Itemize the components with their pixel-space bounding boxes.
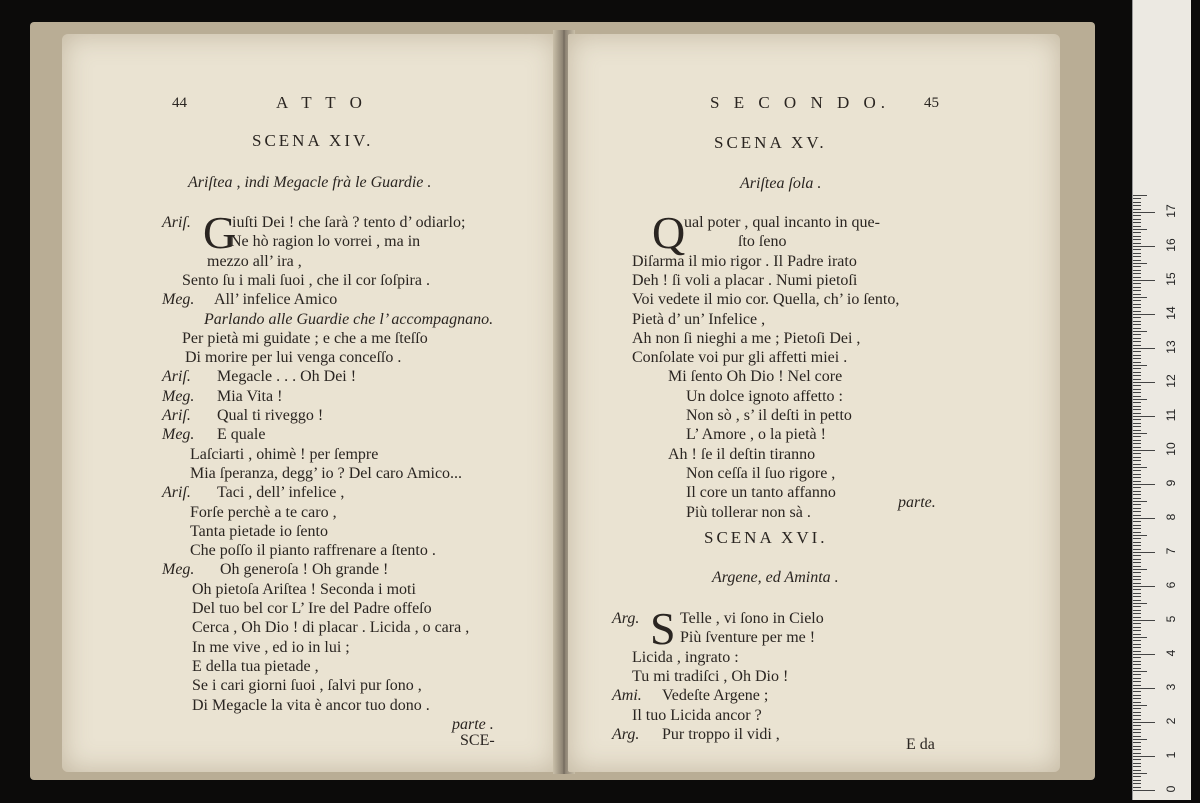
ruler-tick [1133,249,1141,250]
ruler-tick [1133,549,1141,550]
ruler-tick [1133,722,1155,723]
ruler-tick [1133,525,1141,526]
ruler-tick [1133,501,1147,502]
verse-line: mezzo all’ ira , [207,252,302,270]
verse-line: Non ceſſa il ſuo rigore , [686,464,836,482]
ruler-number: 12 [1164,374,1178,388]
ruler-number: 17 [1164,204,1178,218]
ruler-tick [1133,610,1141,611]
ruler-tick [1133,392,1141,393]
verse-line: Licida , ingrato : [632,648,739,666]
verse-line: Conſolate voi pur gli affetti miei . [632,349,848,367]
verse-line: Tu mi tradiſci , Oh Dio ! [632,667,789,685]
ruler-tick [1133,630,1141,631]
ruler-tick [1133,409,1141,410]
verse-line: Qual ti riveggo ! [217,407,324,424]
verse-line: Laſciarti , ohimè ! per ſempre [190,445,379,463]
ruler-tick [1133,515,1141,516]
ruler-tick [1133,579,1141,580]
ruler-tick [1133,314,1155,315]
ruler-tick [1133,362,1141,363]
ruler-tick [1133,729,1141,730]
ruler-tick [1133,603,1147,604]
ruler-tick [1133,328,1141,329]
ruler-tick [1133,239,1141,240]
ruler-tick [1133,715,1141,716]
ruler-tick [1133,430,1141,431]
left-page [62,34,558,772]
ruler-tick [1133,640,1141,641]
ruler-tick [1133,212,1155,213]
ruler-tick [1133,572,1141,573]
ruler-tick [1133,491,1141,492]
drop-cap: Q [652,207,686,258]
ruler-tick [1133,576,1141,577]
ruler-tick [1133,773,1147,774]
ruler-tick [1133,385,1141,386]
ruler-tick [1133,688,1155,689]
ruler-tick [1133,334,1141,335]
ruler-tick [1133,222,1141,223]
ruler-tick [1133,753,1141,754]
ruler-number: 6 [1164,581,1178,589]
ruler-tick [1133,756,1155,757]
ruler-number: 3 [1164,683,1178,691]
ruler-tick [1133,691,1141,692]
ruler-tick [1133,589,1141,590]
ruler-tick [1133,321,1141,322]
ruler-tick [1133,511,1141,512]
ruler-tick [1133,433,1147,434]
verse-line: parte . [452,715,494,733]
ruler-tick [1133,477,1141,478]
stage-direction: Argene, ed Aminta . [712,569,839,586]
ruler-tick [1133,593,1141,594]
ruler-number: 16 [1164,238,1178,252]
verse-line: ual poter , qual incanto in que- [684,214,880,231]
ruler-tick [1133,606,1141,607]
ruler-tick [1133,702,1141,703]
verse-line: Che poſſo il pianto raffrenare a ſtento . [190,542,436,560]
ruler-tick [1133,787,1141,788]
ruler-tick [1133,634,1141,635]
ruler-tick [1133,695,1141,696]
verse-line: Un dolce ignoto affetto : [686,387,843,405]
exit-direction: parte. [898,494,936,511]
verse-line: Del tuo bel cor L’ Ire del Padre offeſo [192,600,432,617]
verse-line: Megacle . . . Oh Dei ! [217,368,357,386]
ruler-tick [1133,620,1155,621]
ruler-tick [1133,725,1141,726]
ruler-tick [1133,426,1141,427]
ruler-tick [1133,739,1147,740]
verse-line: Vedeſte Argene ; [662,687,769,705]
verse-line: Per pietà mi guidate ; e che a me ſteſſo [182,329,428,347]
verse-line: L’ Amore , o la pietà ! [686,426,826,444]
ruler-tick [1133,389,1141,390]
verse-line: Oh pietoſa Ariſtea ! Seconda i moti [192,580,416,598]
running-head: A T T O [276,93,367,112]
ruler-tick [1133,324,1141,325]
ruler-tick [1133,518,1155,519]
verse-line: Più ſventure per me ! [680,629,816,647]
speaker-label: Meg. [162,291,195,309]
ruler-tick [1133,436,1141,437]
ruler-tick [1133,647,1141,648]
ruler-tick [1133,331,1147,332]
ruler-tick [1133,253,1141,254]
ruler-number: 10 [1164,442,1178,456]
ruler-number: 8 [1164,513,1178,521]
verse-line: E quale [217,426,266,444]
ruler-tick [1133,494,1141,495]
speaker-label: Meg. [162,426,195,444]
ruler-number: 9 [1164,479,1178,487]
ruler-tick [1133,596,1141,597]
scene-title: SCENA XIV. [252,131,374,150]
ruler-tick [1133,559,1141,560]
ruler-tick [1133,552,1155,553]
ruler-tick [1133,644,1141,645]
ruler-tick [1133,542,1141,543]
ruler-tick [1133,270,1141,271]
verse-line: Taci , dell’ infelice , [217,484,345,502]
verse-line: Telle , vi ſono in Cielo [680,610,824,627]
ruler-tick [1133,766,1141,767]
ruler-tick [1133,226,1141,227]
ruler-tick [1133,423,1141,424]
speaker-label: Arg. [612,725,640,743]
ruler-tick [1133,341,1141,342]
ruler-tick [1133,763,1141,764]
verse-line: Il core un tanto affanno [686,484,836,502]
ruler-tick [1133,708,1141,709]
ruler-tick [1133,447,1141,448]
ruler-tick [1133,569,1147,570]
ruler-tick [1133,637,1147,638]
verse-line: Parlando alle Guardie che l’ accompagnano. [204,310,494,328]
ruler-tick [1133,562,1141,563]
speaker-label: Ariſ. [162,214,191,231]
ruler-tick [1133,232,1141,233]
ruler-number: 7 [1164,547,1178,555]
ruler-tick [1133,263,1147,264]
ruler-tick [1133,236,1141,237]
verse-line: Non sò , s’ il deſti in petto [686,407,852,424]
ruler-tick [1133,379,1141,380]
ruler-tick [1133,396,1141,397]
scene-title: SCENA XV. [714,133,827,152]
ruler-number: 11 [1164,408,1178,422]
verse-line: Di Megacle la vita è ancor tuo dono . [192,696,430,714]
ruler-tick [1133,664,1141,665]
ruler-number: 14 [1164,306,1178,320]
verse-line: Di morire per lui venga conceſſo . [185,349,402,367]
ruler-tick [1133,205,1141,206]
verse-line: Ne hò ragion lo vorrei , ma in [230,233,421,251]
speaker-label: Ariſ. [162,484,191,502]
ruler-tick [1133,246,1155,247]
verse-line: Il tuo Licida ancor ? [632,706,762,724]
ruler-tick [1133,229,1147,230]
ruler-tick [1133,712,1141,713]
ruler-tick [1133,674,1141,675]
ruler-tick [1133,290,1141,291]
verse-line: Forſe perchè a te caro , [190,503,337,521]
ruler-tick [1133,402,1141,403]
ruler-tick [1133,406,1141,407]
ruler-tick [1133,780,1141,781]
ruler-tick [1133,532,1141,533]
speaker-label: Meg. [162,561,195,579]
right-page [568,34,1060,772]
ruler-tick [1133,219,1141,220]
ruler-tick [1133,474,1141,475]
ruler-tick [1133,358,1141,359]
ruler-number: 13 [1164,340,1178,354]
speaker-label: Arg. [612,610,640,627]
verse-line: All’ infelice Amico [214,291,338,309]
ruler-tick [1133,521,1141,522]
ruler-tick [1133,681,1141,682]
page-number: 45 [924,95,939,111]
verse-line: In me vive , ed io in lui ; [192,638,350,656]
verse-line: Ah ! ſe il deſtin tiranno [668,445,816,463]
verse-line: Mia Vita ! [217,387,283,405]
stage-direction: Ariſtea ſola . [740,175,822,192]
ruler-tick [1133,600,1141,601]
ruler-tick [1133,260,1141,261]
ruler-tick [1133,287,1141,288]
verse-line: ſto ſeno [738,233,787,251]
ruler-tick [1133,685,1141,686]
ruler-tick [1133,304,1141,305]
running-head: S E C O N D O. [710,93,891,112]
ruler-tick [1133,266,1141,267]
ruler-tick [1133,617,1141,618]
ruler-tick [1133,256,1141,257]
ruler-tick [1133,705,1147,706]
verse-line: Pietà d’ un’ Infelice , [632,310,766,328]
ruler-tick [1133,498,1141,499]
ruler-tick [1133,351,1141,352]
ruler-tick [1133,732,1141,733]
ruler-tick [1133,583,1141,584]
ruler-tick [1133,440,1141,441]
ruler-number: 5 [1164,615,1178,623]
ruler-number: 1 [1164,751,1178,759]
ruler-tick [1133,280,1155,281]
speaker-label: Meg. [162,387,195,405]
ruler-tick [1133,338,1141,339]
ruler-tick [1133,623,1141,624]
ruler-tick [1133,776,1141,777]
ruler-tick [1133,195,1147,196]
ruler-tick [1133,311,1141,312]
ruler-tick [1133,297,1147,298]
ruler-tick [1133,467,1147,468]
ruler-tick [1133,508,1141,509]
ruler-tick [1133,555,1141,556]
speaker-label: Ariſ. [162,368,191,386]
verse-line: Pur troppo il vidi , [662,725,780,743]
ruler-tick [1133,719,1141,720]
ruler-tick [1133,372,1141,373]
ruler-tick [1133,345,1141,346]
ruler-tick [1133,365,1147,366]
verse-line: Voi vedete il mio cor. Quella, ch’ io ſento, [632,291,900,309]
ruler-tick [1133,484,1155,485]
ruler-number: 0 [1164,785,1178,793]
ruler-tick [1133,453,1141,454]
verse-line: Ah non ſi nieghi a me ; Pietoſi Dei , [632,329,861,347]
ruler-tick [1133,198,1141,199]
verse-line: iuſti Dei ! che ſarà ? tento d’ odiarlo; [232,214,466,231]
ruler-tick [1133,651,1141,652]
ruler-tick [1133,538,1141,539]
ruler-tick [1133,470,1141,471]
verse-line: Sento ſu i mali ſuoi , che il cor ſoſpira . [182,271,430,289]
ruler-tick [1133,654,1155,655]
ruler-tick [1133,215,1141,216]
ruler-tick [1133,746,1141,747]
drop-cap: G [203,207,237,258]
ruler-tick [1133,671,1147,672]
ruler-tick [1133,528,1141,529]
ruler-tick [1133,770,1141,771]
measuring-ruler [1132,0,1191,800]
verse-line: Cerca , Oh Dio ! di placar . Licida , o cara , [192,619,470,637]
ruler-tick [1133,535,1147,536]
ruler-tick [1133,450,1155,451]
ruler-tick [1133,375,1141,376]
ruler-tick [1133,464,1141,465]
verse-line: Tanta pietade io ſento [190,522,328,540]
ruler-tick [1133,416,1155,417]
ruler-tick [1133,460,1141,461]
ruler-tick [1133,759,1141,760]
ruler-tick [1133,317,1141,318]
verse-line: Mi ſento Oh Dio ! Nel core [668,368,843,386]
ruler-tick [1133,661,1141,662]
ruler-tick [1133,348,1155,349]
ruler-number: 4 [1164,649,1178,657]
ruler-tick [1133,487,1141,488]
ruler-tick [1133,355,1141,356]
verse-line: Se i cari giorni ſuoi , ſalvi pur ſono , [192,677,422,695]
ruler-tick [1133,698,1141,699]
ruler-tick [1133,457,1141,458]
drop-cap: S [650,603,676,654]
ruler-tick [1133,294,1141,295]
ruler-tick [1133,736,1141,737]
verse-line: Più tollerar non sà . [686,503,811,521]
ruler-tick [1133,613,1141,614]
ruler-tick [1133,783,1141,784]
ruler-tick [1133,419,1141,420]
ruler-tick [1133,749,1141,750]
ruler-tick [1133,209,1141,210]
stage-direction: Ariſtea , indi Megacle frà le Guardie . [188,174,432,191]
ruler-tick [1133,678,1141,679]
ruler-tick [1133,566,1141,567]
ruler-tick [1133,399,1147,400]
ruler-tick [1133,413,1141,414]
catchword: SCE- [460,732,495,749]
ruler-tick [1133,627,1141,628]
ruler-number: 2 [1164,717,1178,725]
ruler-tick [1133,443,1141,444]
verse-line: Oh generoſa ! Oh grande ! [220,561,389,579]
verse-line: Deh ! ſi voli a placar . Numi pietoſi [632,271,858,289]
speaker-label: Ariſ. [162,407,191,424]
ruler-tick [1133,243,1141,244]
verse-line: E della tua pietade , [192,657,319,675]
ruler-tick [1133,307,1141,308]
ruler-tick [1133,273,1141,274]
ruler-tick [1133,481,1141,482]
ruler-tick [1133,202,1141,203]
ruler-tick [1133,586,1155,587]
ruler-tick [1133,300,1141,301]
ruler-tick [1133,657,1141,658]
ruler-tick [1133,368,1141,369]
verse-line: Diſarma il mio rigor . Il Padre irato [632,252,857,270]
ruler-tick [1133,382,1155,383]
ruler-tick [1133,742,1141,743]
verse-line: Mia ſperanza, degg’ io ? Del caro Amico... [190,464,463,482]
scene-title: SCENA XVI. [704,528,828,547]
ruler-tick [1133,504,1141,505]
ruler-tick [1133,545,1141,546]
ruler-number: 15 [1164,272,1178,286]
ruler-tick [1133,668,1141,669]
ruler-tick [1133,790,1155,791]
ruler-tick [1133,283,1141,284]
speaker-label: Ami. [612,687,642,705]
catchword: E da [906,736,935,753]
ruler-tick [1133,277,1141,278]
page-number: 44 [172,95,187,111]
